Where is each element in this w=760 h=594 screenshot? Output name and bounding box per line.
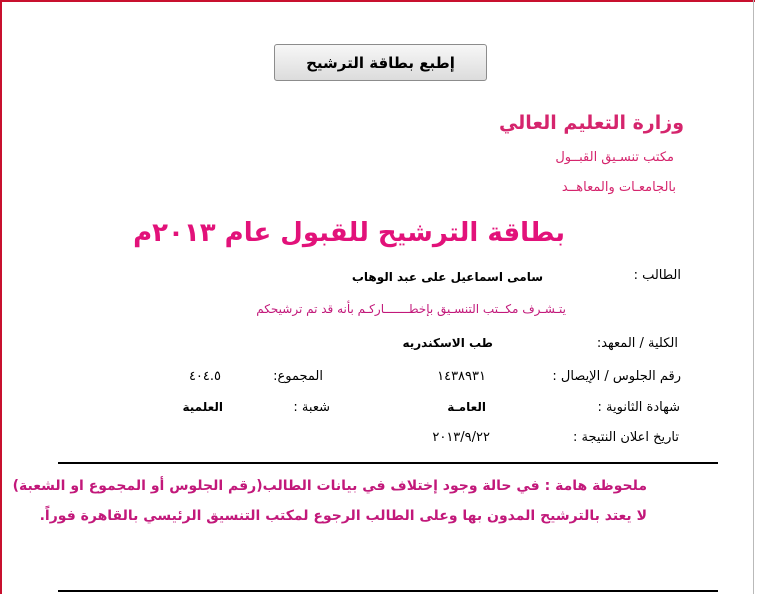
seat-number-label: رقم الجلوس / الإيصال : bbox=[552, 369, 681, 384]
total-value: ٤٠٤.٥ bbox=[188, 369, 221, 384]
print-card-button[interactable]: إطبع بطاقة الترشيح bbox=[274, 44, 487, 81]
office-name-line1: مكتب تنسـيق القبــول bbox=[555, 150, 674, 165]
certificate-value: العامـة bbox=[447, 400, 486, 414]
branch-value: العلمية bbox=[182, 400, 223, 414]
section-divider bbox=[58, 462, 718, 464]
seat-number-value: ١٤٣٨٩٣١ bbox=[437, 369, 486, 384]
certificate-label: شهادة الثانوية : bbox=[597, 400, 680, 415]
total-label: المجموع: bbox=[273, 369, 323, 384]
window-top-border bbox=[0, 0, 755, 2]
result-date-value: ٢٠١٣/٩/٢٢ bbox=[432, 430, 490, 445]
branch-label: شعبة : bbox=[293, 400, 330, 415]
faculty-label: الكلية / المعهد: bbox=[596, 336, 678, 351]
window-right-border bbox=[753, 0, 754, 594]
result-date-label: تاريخ اعلان النتيجة : bbox=[572, 430, 679, 445]
bottom-divider bbox=[58, 590, 718, 592]
important-note-line1: ملحوظة هامة : في حالة وجود إختلاف في بيانات الطالب(رقم الجلوس أو المجموع او الشعبة) bbox=[12, 478, 647, 494]
important-note-line2: لا يعتد بالترشيح المدون بها وعلى الطالب الرجوع لمكتب التنسيق الرئيسي بالقاهرة فوراً. bbox=[39, 508, 647, 524]
office-name-line2: بالجامعـات والمعاهــد bbox=[561, 180, 676, 195]
ministry-name: وزارة التعليم العالي bbox=[498, 112, 684, 134]
faculty-value: طب الاسكندريه bbox=[402, 336, 493, 350]
student-name: سامى اسماعيل على عبد الوهاب bbox=[351, 270, 543, 284]
window-left-border bbox=[0, 0, 2, 594]
nomination-notice: يتـشـرف مكــتب التنسـيق بإخطـــــــاركـم بأنه قد تم ترشيحكم bbox=[256, 302, 566, 316]
student-label: الطالب : bbox=[633, 268, 681, 283]
card-title: بطاقة الترشيح للقبول عام ٢٠١٣م bbox=[133, 218, 565, 248]
